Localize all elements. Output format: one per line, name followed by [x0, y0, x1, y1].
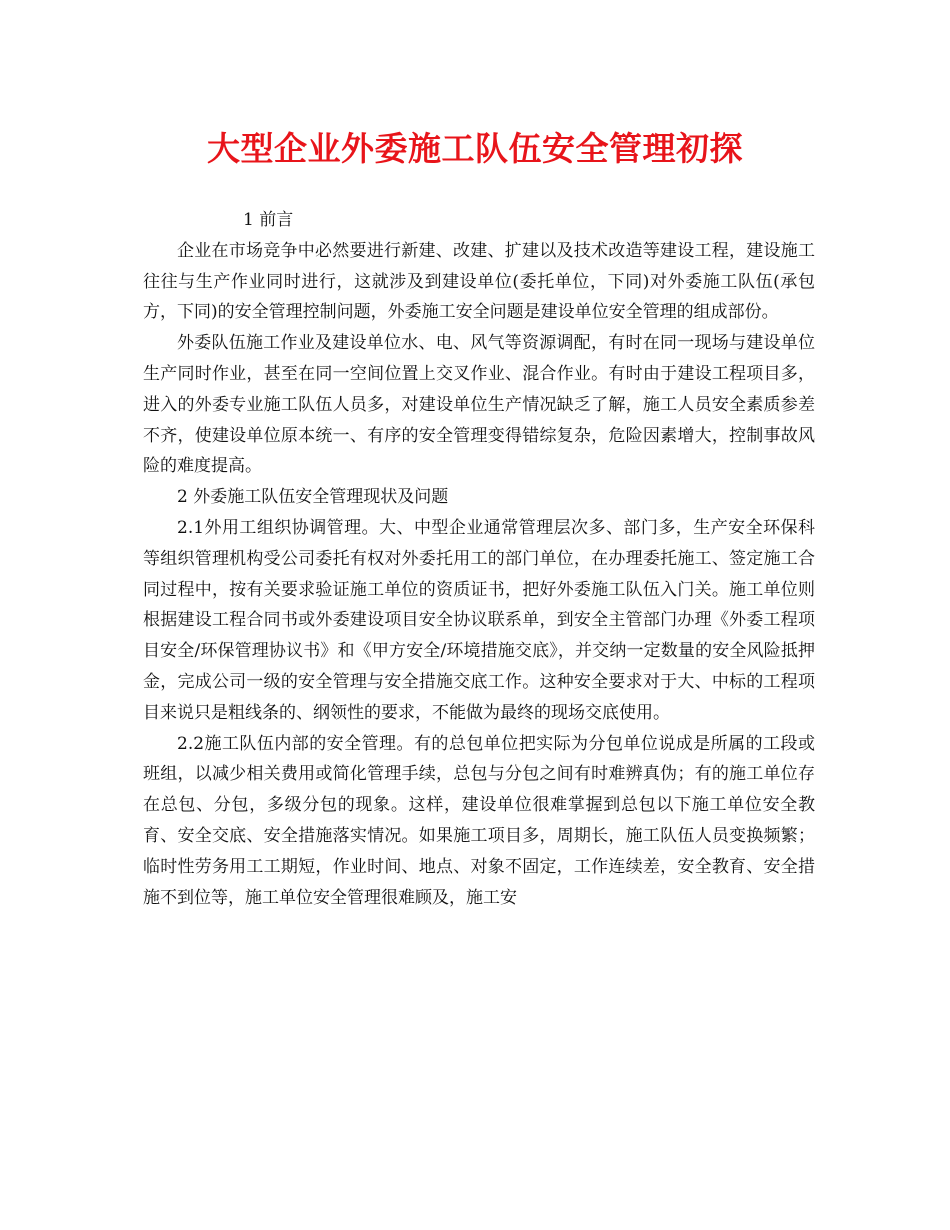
paragraph-2: 外委队伍施工作业及建设单位水、电、风气等资源调配，有时在同一现场与建设单位生产同时作业，甚至在同一空间位置上交叉作业、混合作业。有时由于建设工程项目多，进入的外委专业施工队伍人员多，对建设单位生产情况缺乏了解，施工人员安全素质参差不齐，使建设单位原本统一、有序的安全管理变得错综复杂，危险因素增大，控制事故风险的难度提高。: [143, 333, 815, 477]
document-body: [143, 205, 815, 913]
section-heading-2: 2 外委施工队伍安全管理现状及问题: [177, 487, 449, 508]
document-title: 大型企业外委施工队伍安全管理初探: [207, 129, 743, 168]
paragraph-4: 2.2施工队伍内部的安全管理。有的总包单位把实际为分包单位说成是所属的工段或班组，以减少相关费用或简化管理手续，总包与分包之间有时难辨真伪；有的施工单位存在总包、分包，多级分包的现象。这样，建设单位很难掌握到总包以下施工单位安全教育、安全交底、安全措施落实情况。如果施工项目多，周期长，施工队伍人员变换频繁；临时性劳务用工工期短，作业时间、地点、对象不固定，工作连续差，安全教育、安全措施不到位等，施工单位安全管理很难顾及，施工安: [143, 733, 815, 908]
paragraph-3: 2.1外用工组织协调管理。大、中型企业通常管理层次多、部门多，生产安全环保科等组织管理机构受公司委托有权对外委托用工的部门单位，在办理委托施工、签定施工合同过程中，按有关要求验证施工单位的资质证书，把好外委施工队伍入门关。施工单位则根据建设工程合同书或外委建设项目安全协议联系单，到安全主管部门办理《外委工程项目安全/环保管理协议书》和《甲方安全/环境措施交底》，并交纳一定数量的安全风险抵押金，完成公司一级的安全管理与安全措施交底工作。这种安全要求对于大、中标的工程项目来说只是粗线条的、纲领性的要求，不能做为最终的现场交底使用。: [143, 517, 815, 723]
paragraph-1: 企业在市场竞争中必然要进行新建、改建、扩建以及技术改造等建设工程，建设施工往往与生产作业同时进行，这就涉及到建设单位(委托单位，下同)对外委施工队伍(承包方，下同)的安全管理控制问题，外委施工安全问题是建设单位安全管理的组成部份。: [143, 240, 815, 323]
section-heading-1: 1 前言: [243, 210, 294, 230]
